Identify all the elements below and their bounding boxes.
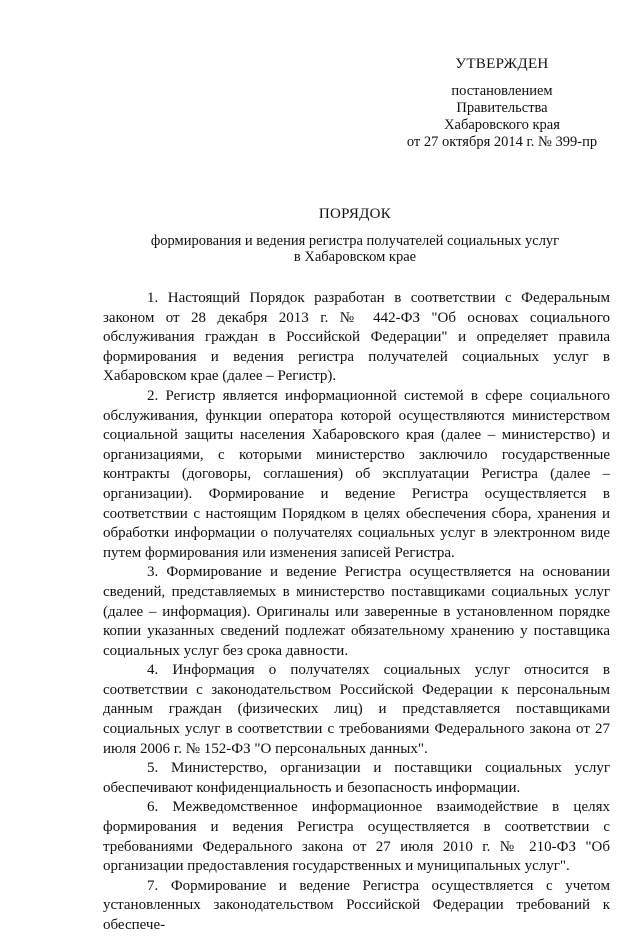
approval-line-2: Правительства (456, 100, 548, 116)
approval-date-number: от 27 октября 2014 г. № 399-пр (406, 134, 598, 150)
document-title: ПОРЯДОК (318, 206, 392, 222)
approved-label: УТВЕРЖДЕН (455, 56, 549, 72)
paragraph-7: 7. Формирование и ведение Регистра осуществляется с учетом установленных законодательством Российской Федерации требований к обеспече- (103, 877, 610, 933)
document-subtitle-line-1: формирования и ведения регистра получателей социальных услуг (150, 233, 560, 249)
paragraph-3: 3. Формирование и ведение Регистра осуществляется на основании сведений, представляемых в министерство поставщиками социальных услуг (далее – информация). Оригиналы или заверенные в установленном порядке копии указанных сведений подлежат обязательному хранению у поставщика социальных услуг без срока давности. (103, 564, 610, 659)
approval-stamp-block (392, 56, 612, 151)
paragraph-4: 4. Информация о получателях социальных услуг относится в соответствии с законодательством Российской Федерации к персональным данным граждан (физических лиц) и представляется поставщиками социальных услуг в соответствии с требованиями Федерального закона от 27 июля 2006 г. № 152-ФЗ "О персональных данных". (103, 662, 610, 757)
document-subtitle-line-2: в Хабаровском крае (293, 249, 417, 265)
document-heading (100, 206, 610, 265)
paragraph-2: 2. Регистр является информационной системой в сфере социального обслуживания, функции оператора которой осуществляются министерством социальной защиты населения Хабаровского края (далее – министерство) и организациями, с которыми министерство заключило государственные контракты (договоры, соглашения) об эксплуатации Регистра (далее – организации). Формирование и ведение Регистра осуществляется в соответствии с настоящим Порядком в целях обеспечения сбора, хранения и обработки информации о получателях социальных услуг в электронном виде путем формирования или изменения записей Регистра. (103, 387, 610, 561)
approval-line-1: постановлением (451, 83, 553, 99)
paragraph-5: 5. Министерство, организации и поставщики социальных услуг обеспечивают конфиденциальность и безопасность информации. (103, 760, 610, 796)
approval-line-3: Хабаровского края (444, 117, 560, 133)
paragraph-6: 6. Межведомственное информационное взаимодействие в целях формирования и ведения Регистра осуществляется в соответствии с требованиями Федерального закона от 27 июля 2010 г. № 210-ФЗ "Об организации предоставления государственных и муниципальных услуг". (103, 799, 610, 875)
document-body (103, 289, 610, 936)
paragraph-1: 1. Настоящий Порядок разработан в соответствии с Федеральным законом от 28 декабря 2013 г. № 442-ФЗ "Об основах социального обслуживания граждан в Российской Федерации" и определяет правила формирования и ведения регистра получателей социальных услуг в Хабаровском крае (далее – Регистр). (103, 290, 610, 385)
